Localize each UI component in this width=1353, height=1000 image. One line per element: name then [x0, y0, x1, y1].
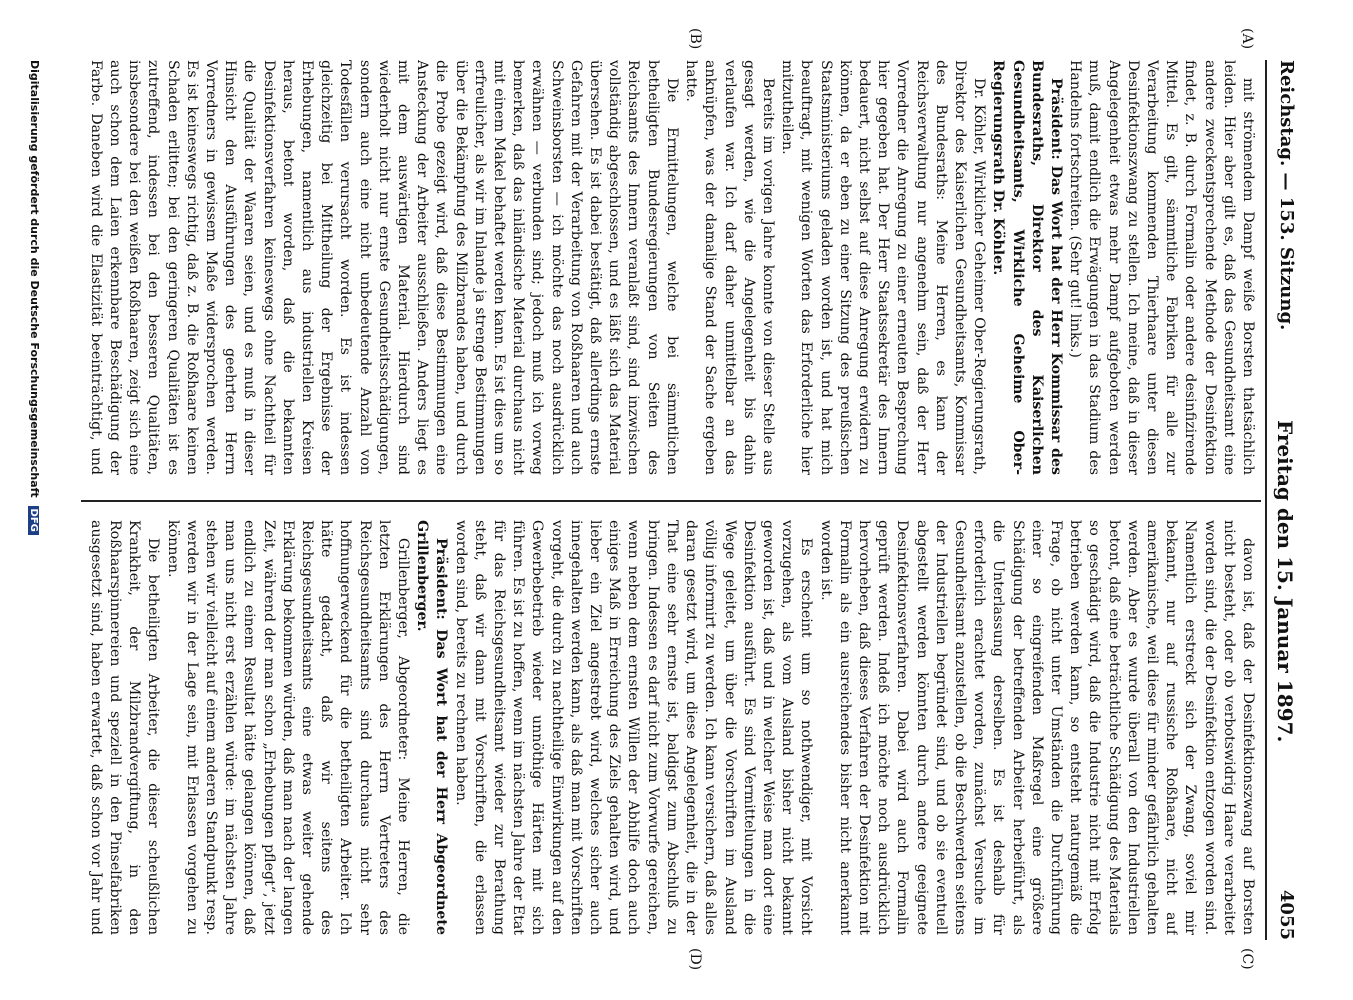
left-paragraph: Die Ermittelungen, welche bei sämmtlichen betheiligten Bundesregierungen von Seiten des Reichsamts des Innern veranlaßt sind, sind inzwischen vollständig abgeschlossen, und es läßt sich das Material übersehen. Es ist dabei bestätigt, daß allerdings ernste Gefahren mit der Verarbeitung von Roßhaaren und auch Schweinsborsten — ich möchte das noch ausdrücklich erwähnen — verbunden sind; jedoch muß ich vorweg bemerken, daß das inländische Material durchaus nicht mit einem Makel behaftet werden kann. Es ist dies um so erfreulicher, als wir im Inlande ja strenge Bestimmungen über die Bekämpfung des Milzbrandes haben, und durch die Probe gezeigt wird, daß diese Bestimmungen eine Ansteckung der Arbeiter ausschließen. Anders liegt es mit dem auswärtigen Material. Hierdurch sind wiederholt nicht nur ernste Gesundheitsschädigungen, sondern auch eine nicht unbedeutende Anzahl von Todesfällen verursacht worden. Es ist indessen gleichzeitig bei Mittheilung der Ergebnisse der Erhebungen, namentlich aus industriellen Kreisen heraus, betont worden, daß die bekannten Desinfektionsverfahren keineswegs ohne Nachtheil für die Qualität der Waaren seien, und es muß in dieser Hinsicht den Ausführungen des geehrten Herrn Vorredners in gewissem Maße widersprochen werden. Es ist keineswegs richtig, daß z. B. die Roßhaare keinen Schaden erlitten; bei den geringeren Qualitäten ist es zutreffend, indessen bei den besseren Qualitäten, insbesondere bei den weißen Roßhaaren, zeigt sich eine auch schon dem Laien erkennbare Beschädigung der Farbe. Daneben wird die Elastizität beeinträchtigt, und — [87, 60, 680, 475]
header-page-number: 4055 — [1276, 889, 1297, 940]
header-date: Freitag den 15. Januar 1897. — [1273, 420, 1297, 743]
marker-a: (A) — [1239, 28, 1255, 50]
right-paragraph: davon ist, daß der Desinfektionszwang auf Borsten nicht besteht, oder ob verbotswidrig Haare verarbeitet worden sind, die der Desinfektion entzogen worden sind. Namentlich erstreckt sich der Zwang, soviel mir bekannt, nur auf russische Roßhaare, nicht auf amerikanische, weil diese für minder gefährlich gehalten werden. Aber es wurde überall von den Industriellen betont, daß eine beträchtliche Schädigung des Materials so geschädigt wird, daß die Industrie nicht mit Erfolg betrieben werden kann, so entsteht naturgemäß die Frage, ob nicht unter Umständen die Durchführung einer so eingreifenden Maßregel eine größere Schädigung der betreffenden Arbeiter herbeiführt, als die Unterlassung derselben. Es ist deshalb für erforderlich erachtet worden, zunächst Versuche im Gesundheitsamt anzustellen, ob die Beschwerden seitens der Industriellen begründet sind, und ob sie eventuell abgestellt werden könnten durch andere geeignete Desinfektionsverfahren. Dabei wird auch Formalin geprüft werden. Indeß ich möchte noch ausdrücklich hervorheben, daß dieses Verfahren der Desinfektion mit Formalin als ein ausreichendes bisher nicht anerkannt worden ist. — [817, 520, 1256, 935]
left-paragraph: mit strömendem Dampf weiße Borsten thatsächlich leiden. Hier aber gilt es, daß das Gesundheitsamt eine andere zweckentsprechende Methode der Desinfektion findet, z. B. durch Formalin oder andere desinfizirende Mittel. Es gilt, sämmtliche Fabriken für alle zur Verarbeitung kommenden Thierhaare unter diesen Desinfektionszwang zu stellen. Ich meine, daß in dieser Angelegenheit etwas mehr Dampf aufgeboten werden muß, damit endlich die Erwägungen in das Stadium des Handelns fortschreiten. (Sehr gut! links.) — [1067, 60, 1256, 475]
marker-c: (C) — [1239, 948, 1255, 970]
dfg-logo-icon: DFG — [28, 506, 39, 535]
digitization-note — [28, 60, 41, 940]
digitization-text: Digitalisierung gefördert durch die Deutsche Forschungsgemeinschaft — [28, 60, 41, 498]
marker-d: (D) — [687, 948, 703, 971]
right-paragraph: Grillenberger, Abgeordneter: Meine Herren, die letzten Erklärungen des Herrn Vertreters des Reichsgesundheitsamts sind durchaus nicht sehr hoffnungerweckend für die betheiligten Arbeiter. Ich hätte gedacht, daß wir seitens des Reichsgesundheitsamts eine etwas weiter gehende Erklärung bekommen würden, daß man nach der langen Zeit, während der man schon „Erhebungen pflegt“, jetzt endlich zu einem Resultat hätte gelangen können, daß man uns nicht erst erzählen würde: im nächsten Jahre stehen wir vielleicht auf einem anderen Standpunkt resp. werden wir in der Lage sein, mit Erlassen vorgehen zu können. — [164, 520, 412, 935]
right-column — [87, 520, 1257, 935]
page-header — [1271, 60, 1301, 940]
marker-b: (B) — [687, 28, 703, 50]
left-paragraph: Bereits im vorigen Jahre konnte von dieser Stelle aus gesagt werden, wie die Angelegenheit bis dahin verlaufen war. Ich darf daher unmittelbar an das anknüpfen, was der damalige Stand der Sache ergeben hatte. — [683, 60, 776, 475]
right-paragraph: Präsident: Das Wort hat der Herr Abgeordnete Grillenberger. — [414, 520, 450, 935]
column-divider — [81, 500, 1261, 502]
right-paragraph: Die betheiligten Arbeiter, die dieser scheußlichen Krankheit, der Milzbrandvergiftung, in den Roßhaarspinnereien und speziell in den Pinselfabriken ausgesetzt sind, haben erwartet, daß schon vor Jahr und — [87, 520, 162, 935]
left-paragraph: Dr. Köhler, Wirklicher Geheimer Ober-Regierungsrath, Direktor des Kaiserlichen Gesundheitsamts, Kommissar des Bundesraths: Meine Herren, es kann der Reichsverwaltung nur angenehm sein, daß der Herr Vorredner die Anregung zu einer erneuten Besprechung hier gegeben hat. Der Herr Staatssekretär des Innern bedauert, nicht selbst auf diese Anregung erwidern zu können, da er eben zu einer Sitzung des preußischen Staatsministeriums geladen worden ist, und hat mich beauftragt, mit wenigen Worten das Erforderliche hier mitzutheilen. — [779, 60, 988, 475]
header-rule — [1265, 60, 1267, 940]
left-paragraph: Präsident: Das Wort hat der Herr Kommissar des Bundesraths, Direktor des Kaiserlichen Gesundheitsamts, Wirkliche Geheime Ober-Regierungsrath Dr. Köhler. — [990, 60, 1064, 475]
header-session: Reichstag. — 153. Sitzung. — [1276, 60, 1297, 331]
left-column — [87, 60, 1257, 475]
right-paragraph: Es erscheint um so nothwendiger, mit Vorsicht vorzugehen, als vom Ausland bisher nicht bekannt geworden ist, daß und in welcher Weise man dort eine Desinfektion ausführt. Es sind Vermittelungen in die Wege geleitet, um über die Vorschriften im Ausland völlig informirt zu werden. Ich kann versichern, daß alles daran gesetzt wird, um diese Angelegenheit, die in der That eine sehr ernste ist, baldigst zum Abschluß zu bringen. Indessen es darf nicht zum Vorwurfe gereichen, wenn neben dem ernsten Willen der Abhilfe doch auch einiges Maß in Erreichung des Ziels gehalten wird, und lieber ein Ziel angestrebt wird, welches sicher auch innegehalten werden kann, als daß man mit Vorschriften vorgeht, die durch zu nachtheilige Einwirkungen auf den Gewerbebetrieb wieder unnöthige Härten mit sich führen. Es ist zu hoffen, wenn im nächsten Jahre der Etat für das Reichsgesundheitsamt wieder zur Berathung steht, daß wir dann mit Vorschriften, die erlassen worden sind, bereits zu rechnen haben. — [452, 520, 815, 935]
